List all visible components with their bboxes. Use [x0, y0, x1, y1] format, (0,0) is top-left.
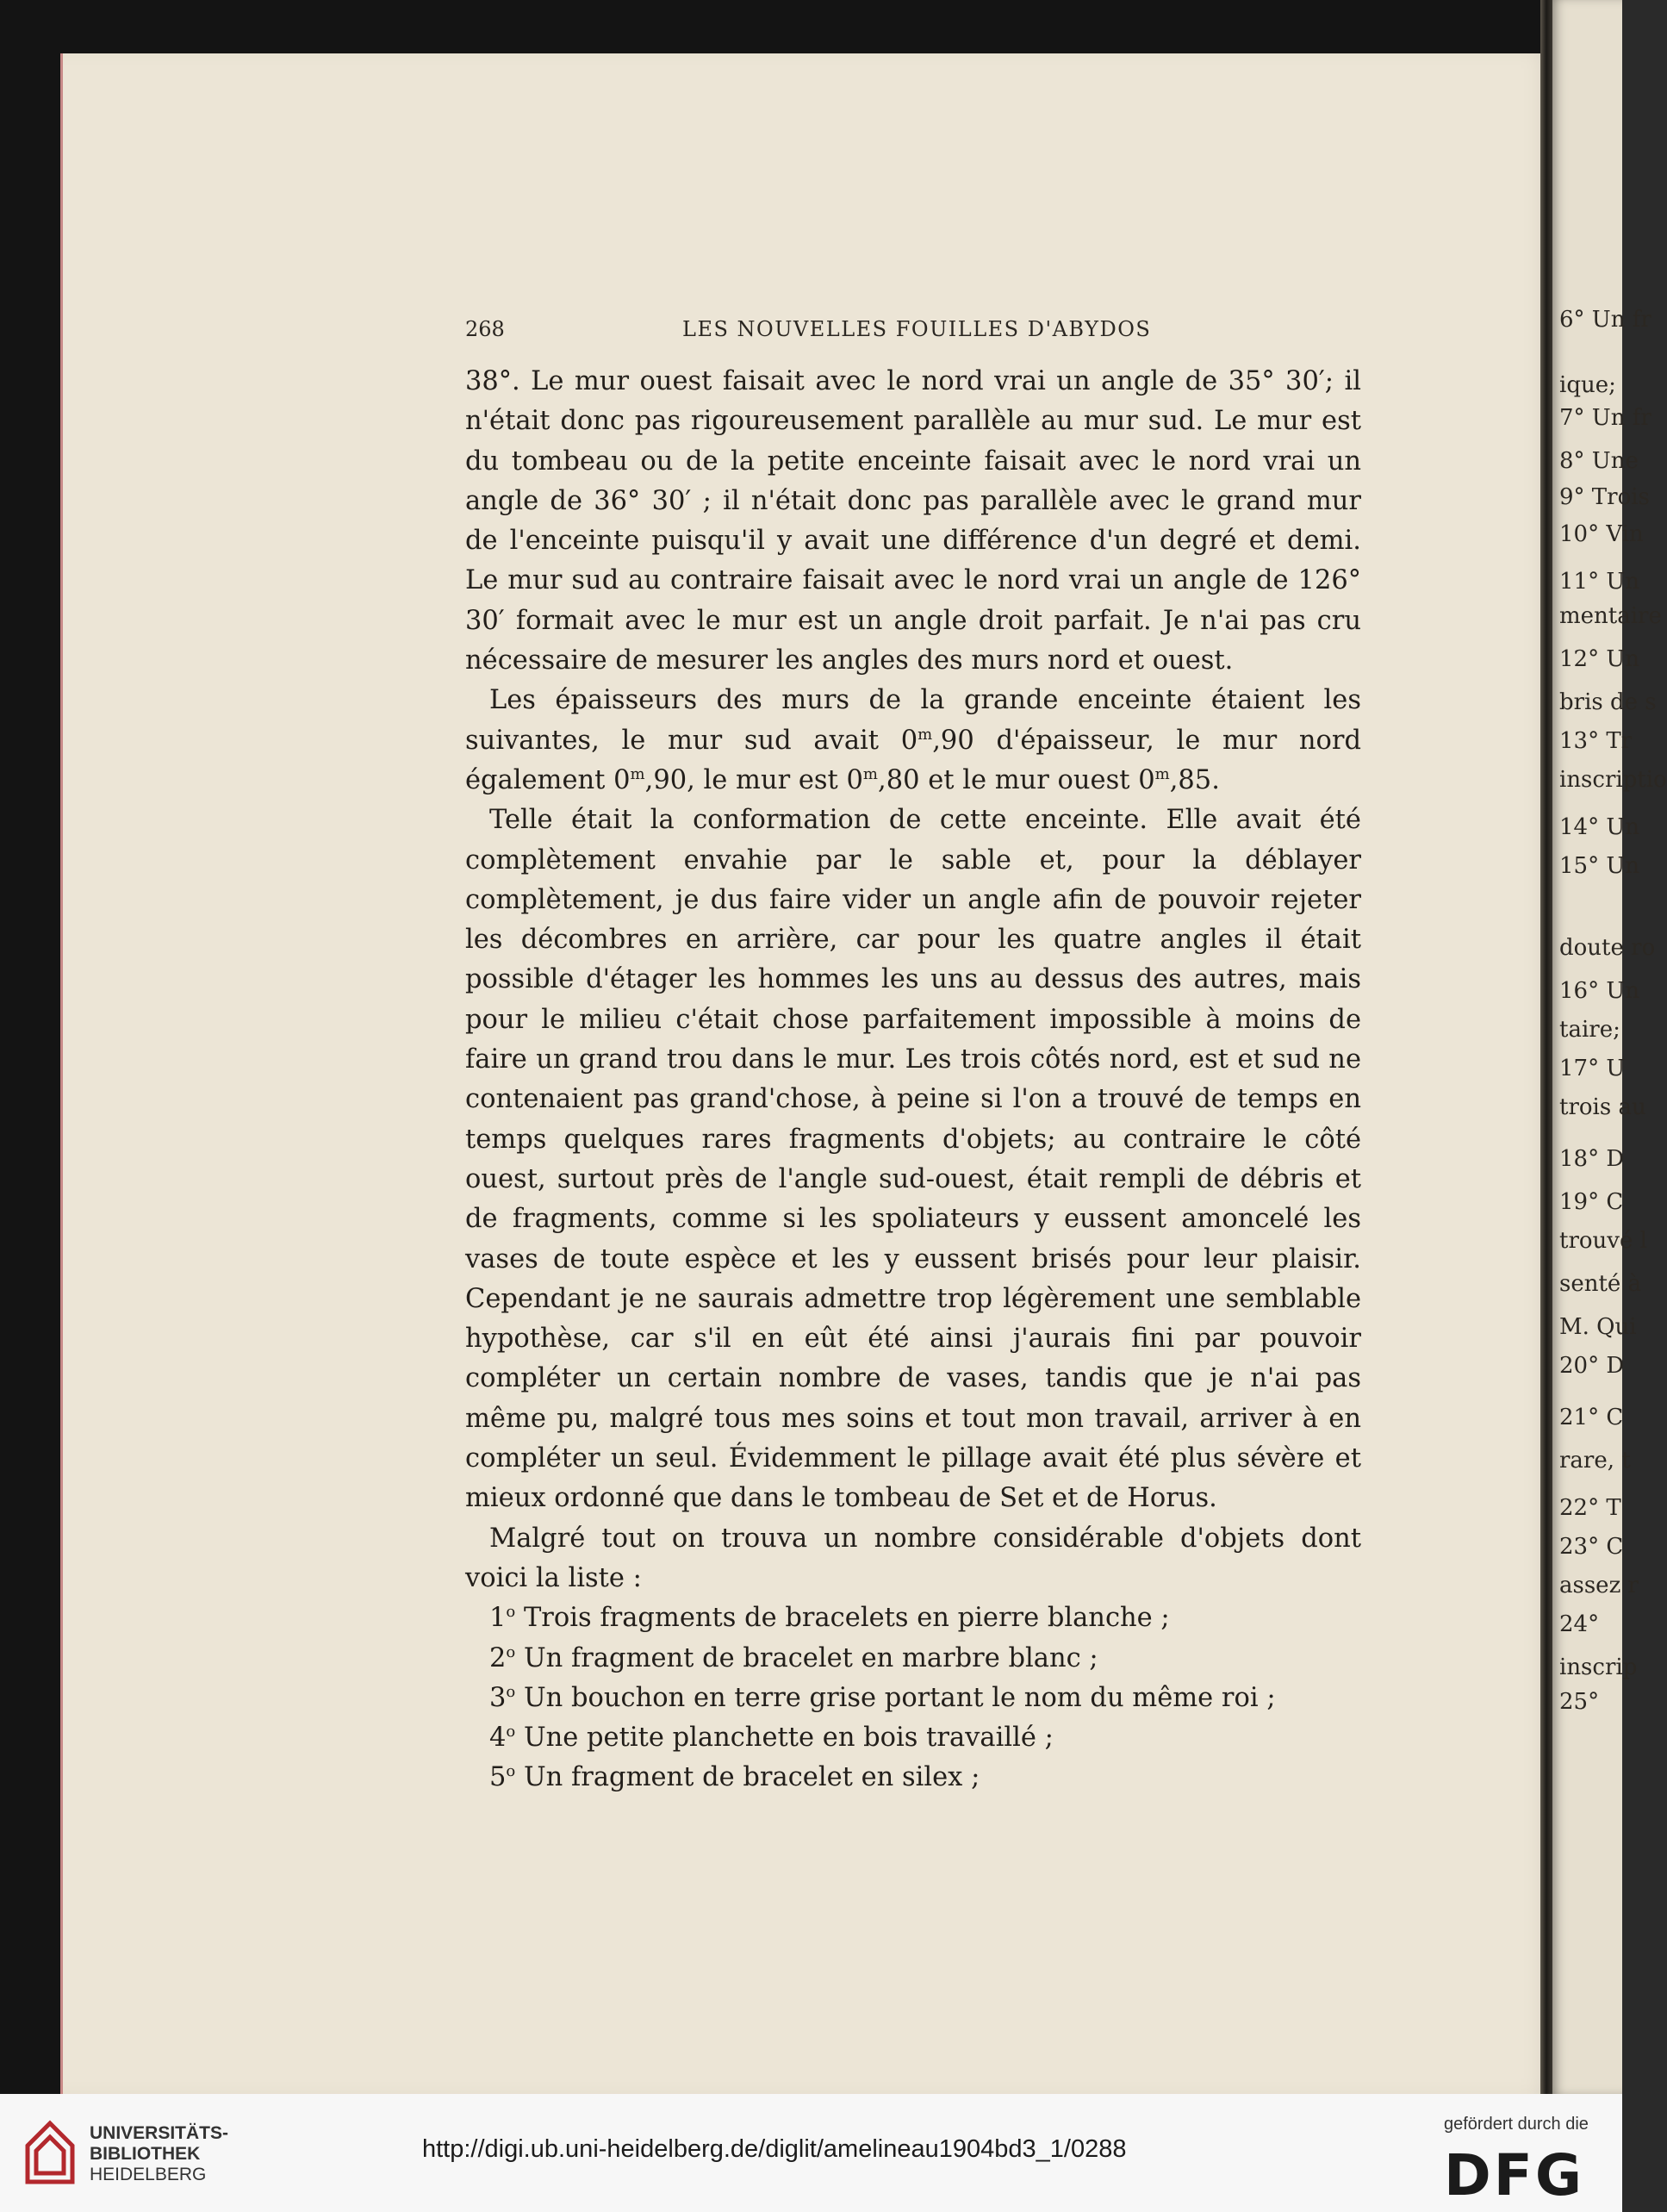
- library-logo-text: UNIVERSITÄTS- BIBLIOTHEK HEIDELBERG: [90, 2123, 229, 2184]
- facing-page-fragment: 16° Un: [1559, 978, 1640, 1004]
- facing-page-fragment: 19° C: [1559, 1189, 1624, 1215]
- list-item: 4$^o$ Une petite planchette en bois travaillé ;: [489, 1722, 1054, 1754]
- facing-page-fragment: senté à: [1559, 1271, 1642, 1297]
- facing-page-fragment: inscriptio: [1559, 767, 1667, 793]
- facing-page-fragment: 7° Un fr: [1559, 405, 1651, 431]
- facing-page-fragment: bris de s: [1559, 689, 1657, 715]
- facing-page-fragment: 23° C: [1559, 1534, 1624, 1560]
- facing-page-fragment: 9° Trois: [1559, 484, 1650, 510]
- list-item: 1$^o$ Trois fragments de bracelets en pierre blanche ;: [489, 1603, 1170, 1634]
- facing-page-fragment: 25°: [1559, 1689, 1600, 1715]
- facing-page-fragment: taire;: [1559, 1017, 1620, 1043]
- facing-page-fragment: trois au: [1559, 1094, 1646, 1120]
- facing-page-fragment: 8° Une: [1559, 448, 1639, 474]
- page-body: [465, 362, 1361, 1798]
- list-item: 3$^o$ Un bouchon en terre grise portant le nom du même roi ;: [489, 1682, 1276, 1713]
- facing-page-fragment: 13° Tr: [1559, 728, 1633, 754]
- facing-page-fragment: 22° T: [1559, 1495, 1621, 1521]
- page-number: 268: [465, 317, 505, 341]
- funding-notice: gefördert durch die: [1444, 2115, 1589, 2134]
- paragraph: Les épaisseurs des murs de la grande enceinte étaient les suivantes, le mur sud avait 0$^m$,90 d'épaisseur, le mur nord également 0$^m$,90, le mur est 0$^m$,80 et le mur ouest 0$^m$,85.: [465, 685, 1361, 795]
- paragraph: Telle était la conformation de cette enceinte. Elle avait été complètement envahie par le sable et, pour la déblayer complètement, je dus faire vider un angle afin de pouvoir rejeter les décombres en arrière, car pour les quatre angles il était possible d'étager les hommes les uns au dessus des autres, mais pour le milieu c'était chose parfaitement impossible à moins de faire un grand trou dans le mur. Les trois côtés nord, est et sud ne contenaient pas grand'chose, à peine si l'on a trouvé de temps en temps quelques rares fragments d'objets; au contraire le côté ouest, surtout près de l'angle sud-ouest, était rempli de débris et de fragments, comme si les spoliateurs y eussent amoncelé les vases de toute espèce et les y eussent brisés pour leur plaisir. Cependant je ne saurais admettre trop légèrement une semblable hypothèse, car s'il en eût été ainsi j'aurais fini par pouvoir compléter un certain nombre de vases, tandis que je n'ai pas même pu, malgré tous mes soins et tout mon travail, arriver à en compléter un seul. Évidemment le pillage avait été plus sévère et mieux ordonné que dans le tombeau de Set et de Horus.: [465, 805, 1361, 1514]
- library-logo-icon: [24, 2120, 76, 2185]
- facing-page-fragment: ique;: [1559, 372, 1616, 398]
- source-url-link[interactable]: http://digi.ub.uni-heidelberg.de/diglit/amelineau1904bd3_1/0288: [422, 2135, 1127, 2163]
- facing-page-fragment: assez r: [1559, 1573, 1639, 1598]
- paragraph: 38°. Le mur ouest faisait avec le nord vrai un angle de 35° 30′; il n'était donc pas rigoureusement parallèle au mur sud. Le mur est du tombeau ou de la petite enceinte faisait avec le nord vrai un angle de 36° 30′ ; il n'était donc pas parallèle avec le grand mur de l'enceinte puisqu'il y avait une différence d'un degré et demi. Le mur sud au contraire faisait avec le nord vrai un angle de 126° 30′ formait avec le mur est un angle droit parfait. Je n'ai pas cru nécessaire de mesurer les angles des murs nord et ouest.: [465, 366, 1361, 676]
- paragraph: Malgré tout on trouva un nombre considérable d'objets dont voici la liste :: [465, 1523, 1361, 1593]
- facing-page-fragment: 18° D: [1559, 1146, 1625, 1172]
- facing-page-fragment: 14° Un: [1559, 814, 1640, 840]
- book-gutter: [1540, 0, 1552, 2094]
- facing-page-fragment: 15° Un: [1559, 853, 1640, 879]
- page-header: [465, 317, 1361, 352]
- facing-page-fragment: inscrip: [1559, 1654, 1638, 1680]
- running-title: LES NOUVELLES FOUILLES D'ABYDOS: [682, 317, 1152, 341]
- list-item: 2$^o$ Un fragment de bracelet en marbre blanc ;: [489, 1642, 1098, 1673]
- facing-page-fragment: doute ro: [1559, 935, 1656, 961]
- dfg-logo: DFG: [1444, 2142, 1585, 2209]
- facing-page-edge: [1552, 0, 1667, 2094]
- facing-page-fragment: mentaire: [1559, 603, 1662, 629]
- facing-page-fragment: trouvé l: [1559, 1228, 1647, 1254]
- facing-page-fragment: 21° C: [1559, 1405, 1624, 1430]
- facing-page-fragment: 24°: [1559, 1611, 1600, 1637]
- facing-page-fragment: M. Qui: [1559, 1314, 1637, 1340]
- facing-page-fragment: 11° Un: [1559, 569, 1640, 595]
- list-item: 5$^o$ Un fragment de bracelet en silex ;: [489, 1762, 980, 1793]
- facing-page-fragment: 20° D: [1559, 1353, 1625, 1379]
- facing-page-fragment: 17° U: [1559, 1056, 1626, 1081]
- facing-page-fragment: 12° Un: [1559, 646, 1640, 672]
- facing-page-fragment: rare, t: [1559, 1448, 1631, 1474]
- facing-page-fragment: 6° Un fr: [1559, 307, 1651, 333]
- facing-page-fragment: 10° Vin: [1559, 521, 1644, 547]
- viewer-footer: [0, 2094, 1622, 2212]
